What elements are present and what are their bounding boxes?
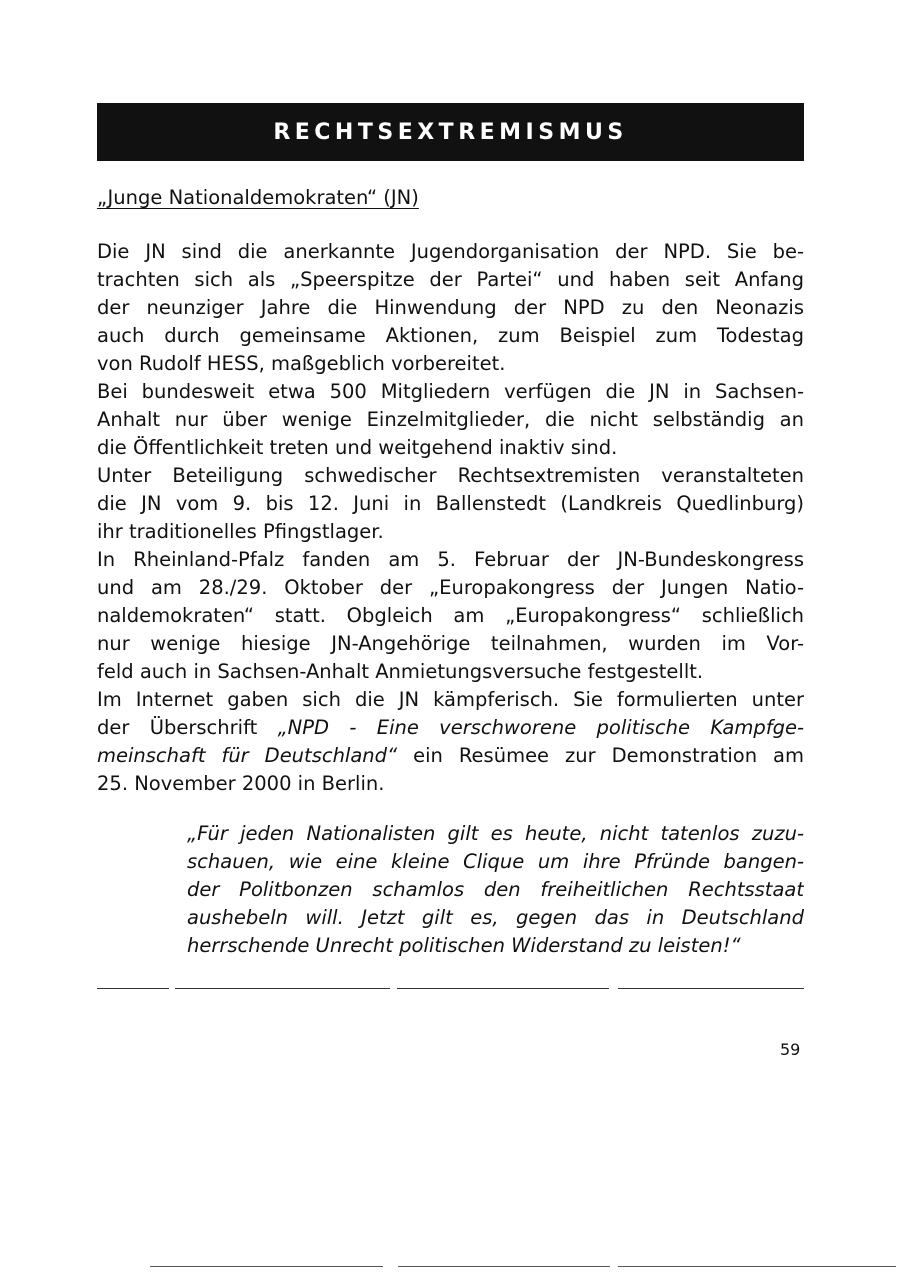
body-line: 25. November 2000 in Berlin. [97, 772, 385, 795]
body-line: feld auch in Sachsen-Anhalt Anmietungsversuche festgestellt. [97, 660, 704, 683]
section-heading: „Junge Nationaldemokraten“ (JN) [97, 186, 419, 209]
body-line: Im Internet gaben sich die JN kämpferisch. Sie formulierten unter [97, 688, 804, 711]
body-line: Unter Beteiligung schwedischer Rechtsextremisten veranstalteten [97, 464, 804, 487]
footer-rule [397, 988, 609, 989]
body-text [97, 238, 804, 798]
quoted-headline-part-1: „NPD - Eine verschworene politische Kampfge- [277, 716, 804, 739]
quoted-headline-part-2: meinschaft für Deutschland“ [97, 744, 398, 767]
body-line: nur wenige hiesige JN-Angehörige teilnahmen, wurden im Vor- [97, 632, 804, 655]
body-line: trachten sich als „Speerspitze der Partei“ und haben seit Anfang [97, 268, 804, 291]
scan-edge-line [618, 1266, 896, 1267]
body-line: Bei bundesweit etwa 500 Mitgliedern verfügen die JN in Sachsen- [97, 380, 804, 403]
footer-rule [175, 988, 390, 989]
page-number: 59 [780, 1040, 801, 1059]
body-text-suffix: ein Resümee zur Demonstration am [413, 744, 804, 767]
body-line: der neunziger Jahre die Hinwendung der NPD zu den Neonazis [97, 296, 804, 319]
footer-rule [97, 988, 169, 989]
quote-line: der Politbonzen schamlos den freiheitlichen Rechtsstaat [187, 878, 804, 901]
body-text-prefix: der Überschrift [97, 716, 278, 739]
footer-rule [618, 988, 804, 989]
block-quote [187, 820, 804, 960]
chapter-header-band [97, 103, 804, 161]
scan-edge-line [398, 1266, 610, 1267]
body-line: Anhalt nur über wenige Einzelmitglieder, die nicht selbständig an [97, 408, 804, 431]
body-line-mixed [97, 714, 804, 742]
quote-line: „Für jeden Nationalisten gilt es heute, nicht tatenlos zuzu- [187, 822, 804, 845]
body-line: Die JN sind die anerkannte Jugendorganisation der NPD. Sie be- [97, 240, 804, 263]
quote-line: aushebeln will. Jetzt gilt es, gegen das in Deutschland [187, 906, 804, 929]
body-line: von Rudolf HESS, maßgeblich vorbereitet. [97, 352, 506, 375]
body-line: ihr traditionelles Pfingstlager. [97, 520, 384, 543]
body-line: In Rheinland-Pfalz fanden am 5. Februar der JN-Bundeskongress [97, 548, 804, 571]
quote-line: schauen, wie eine kleine Clique um ihre Pfründe bangen- [187, 850, 804, 873]
body-line: die JN vom 9. bis 12. Juni in Ballenstedt (Landkreis Quedlinburg) [97, 492, 804, 515]
scan-edge-line [150, 1266, 383, 1267]
body-line-mixed [97, 742, 804, 770]
body-line: die Öffentlichkeit treten und weitgehend inaktiv sind. [97, 436, 618, 459]
body-line: und am 28./29. Oktober der „Europakongress der Jungen Natio- [97, 576, 804, 599]
body-line: naldemokraten“ statt. Obgleich am „Europakongress“ schließlich [97, 604, 804, 627]
body-line: auch durch gemeinsame Aktionen, zum Beispiel zum Todestag [97, 324, 804, 347]
quote-line: herrschende Unrecht politischen Widerstand zu leisten!“ [187, 934, 741, 957]
chapter-title: RECHTSEXTREMISMUS [273, 119, 628, 145]
